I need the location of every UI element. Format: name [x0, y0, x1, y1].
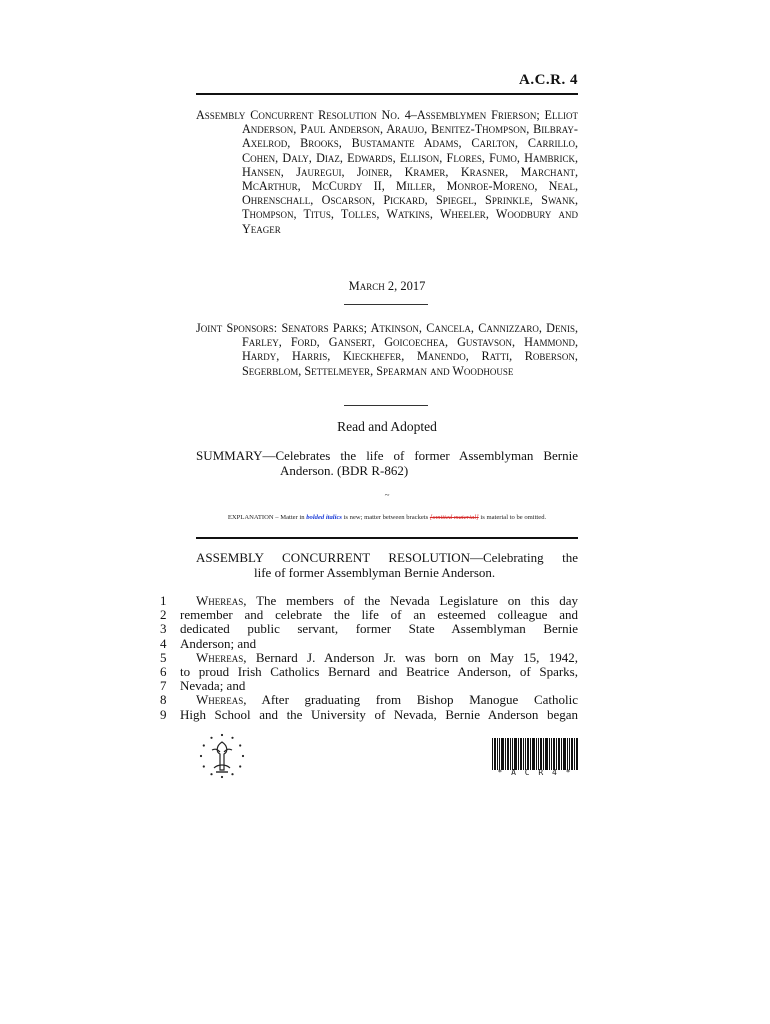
barcode-label: * A C R 4 * — [497, 768, 573, 777]
bill-id: A.C.R. 4 — [519, 72, 578, 88]
body-rule — [196, 537, 578, 539]
line-text: remember and celebrate the life of an esteemed colleague and — [180, 607, 578, 623]
line-text: Whereas, The members of the Nevada Legislature on this day — [196, 593, 578, 608]
sponsor-line: Miller, Monroe-Moreno, Neal, Ohrenschall, — [242, 179, 578, 208]
resolution-date: March 2, 2017 — [348, 279, 426, 293]
body-line — [160, 651, 578, 665]
explanation-note — [196, 514, 578, 521]
line-text: Whereas, After graduating from Bishop Manogue Catholic — [196, 692, 578, 708]
body-line — [160, 693, 578, 707]
line-text: to proud Irish Catholics Bernard and Beatrice Anderson, of Sparks, — [180, 663, 578, 679]
line-number: 1 — [160, 593, 167, 608]
summary — [196, 448, 578, 478]
body-line — [160, 594, 578, 608]
summary-line-2: Anderson. (BDR R-862) — [280, 463, 409, 478]
line-number: 6 — [160, 663, 167, 679]
explanation-prefix: EXPLANATION – Matter in — [227, 514, 307, 521]
resolution-title — [196, 550, 578, 580]
title-line-1: ASSEMBLY CONCURRENT RESOLUTION—Celebrating the — [196, 550, 578, 565]
joint-sponsor-line: Goicoechea, Gustavson, Hammond, Hardy, Harris, — [242, 335, 579, 364]
line-number: 9 — [160, 706, 167, 722]
sponsor-line: Bustamante Adams, Carlton, Carrillo, Cohen, — [242, 136, 579, 165]
line-number: 5 — [160, 649, 167, 665]
sponsor-line: Oscarson, Pickard, Spiegel, Sprinkle, Swank, — [321, 193, 578, 208]
joint-sponsor-line: Cannizzaro, Denis, Farley, Ford, Gansert, — [242, 321, 578, 350]
explanation-middle: is new; matter between brackets — [341, 514, 430, 521]
body-line — [160, 622, 578, 636]
sponsors-paragraph — [196, 108, 578, 236]
sponsors-block — [196, 108, 578, 236]
line-number: 3 — [160, 621, 167, 637]
sponsor-line: Woodbury and Yeager — [242, 207, 579, 236]
line-number: 4 — [160, 635, 167, 651]
body-line — [160, 608, 578, 622]
body-line — [160, 665, 578, 679]
line-number: 7 — [160, 678, 167, 694]
title-line-2: life of former Assemblyman Bernie Anderson. — [254, 565, 496, 580]
read-adopted: Read and Adopted — [337, 419, 437, 434]
joint-sponsor-line: Settelmeyer, Spearman and Woodhouse — [304, 363, 514, 378]
sponsor-line: Daly, Diaz, Edwards, Ellison, Flores, Fumo, — [282, 150, 520, 165]
joint-sponsors-intro: Joint Sponsors: Senators Parks; Atkinson, Cancela, — [196, 321, 474, 335]
summary-line-1: SUMMARY—Celebrates the life of former Assemblyman Bernie — [196, 448, 578, 463]
line-number: 2 — [160, 607, 167, 623]
sponsor-line: Frierson; Elliot Anderson, Paul Anderson, Araujo, — [242, 108, 578, 137]
sponsor-line: Krasner, Marchant, McArthur, McCurdy II, — [242, 164, 579, 194]
line-text: dedicated public servant, former State Assemblyman Bernie — [180, 621, 578, 637]
body-line — [160, 679, 578, 693]
separator-rule — [344, 405, 428, 406]
body-line — [160, 708, 578, 722]
joint-sponsors-paragraph — [196, 321, 578, 378]
explanation-suffix: is material to be omitted. — [478, 514, 547, 521]
body-line — [160, 637, 578, 651]
line-text: High School and the University of Nevada, Bernie Anderson began — [180, 706, 578, 722]
tilde-mark: ~ — [384, 490, 390, 500]
line-number: 8 — [160, 692, 167, 708]
resolution-intro: Assembly Concurrent Resolution No. 4–Assemblymen — [196, 108, 487, 122]
joint-sponsors-block — [196, 321, 578, 378]
joint-sponsor-line: Kieckhefer, Manendo, Ratti, Roberson, Segerblom, — [242, 349, 578, 378]
sponsor-line: Hambrick, Hansen, Jauregui, Joiner, Kramer, — [242, 150, 578, 179]
separator-rule — [344, 304, 428, 305]
line-text: Nevada; and — [180, 678, 246, 694]
sponsor-line: Thompson, Titus, Tolles, Watkins, Wheeler, — [242, 207, 489, 222]
line-text: Whereas, Bernard J. Anderson Jr. was born on May 15, 1942, — [196, 649, 578, 665]
resolution-body — [160, 594, 578, 722]
top-rule — [196, 93, 578, 95]
explanation-omitted-sample: [omitted material] — [429, 514, 479, 521]
line-text: Anderson; and — [180, 635, 257, 651]
explanation-new-sample: bolded italics — [306, 514, 342, 521]
barcode-icon — [492, 738, 578, 770]
sponsor-line: Benitez-Thompson, Bilbray-Axelrod, Brooks, — [242, 122, 578, 151]
state-seal-icon — [198, 732, 246, 780]
